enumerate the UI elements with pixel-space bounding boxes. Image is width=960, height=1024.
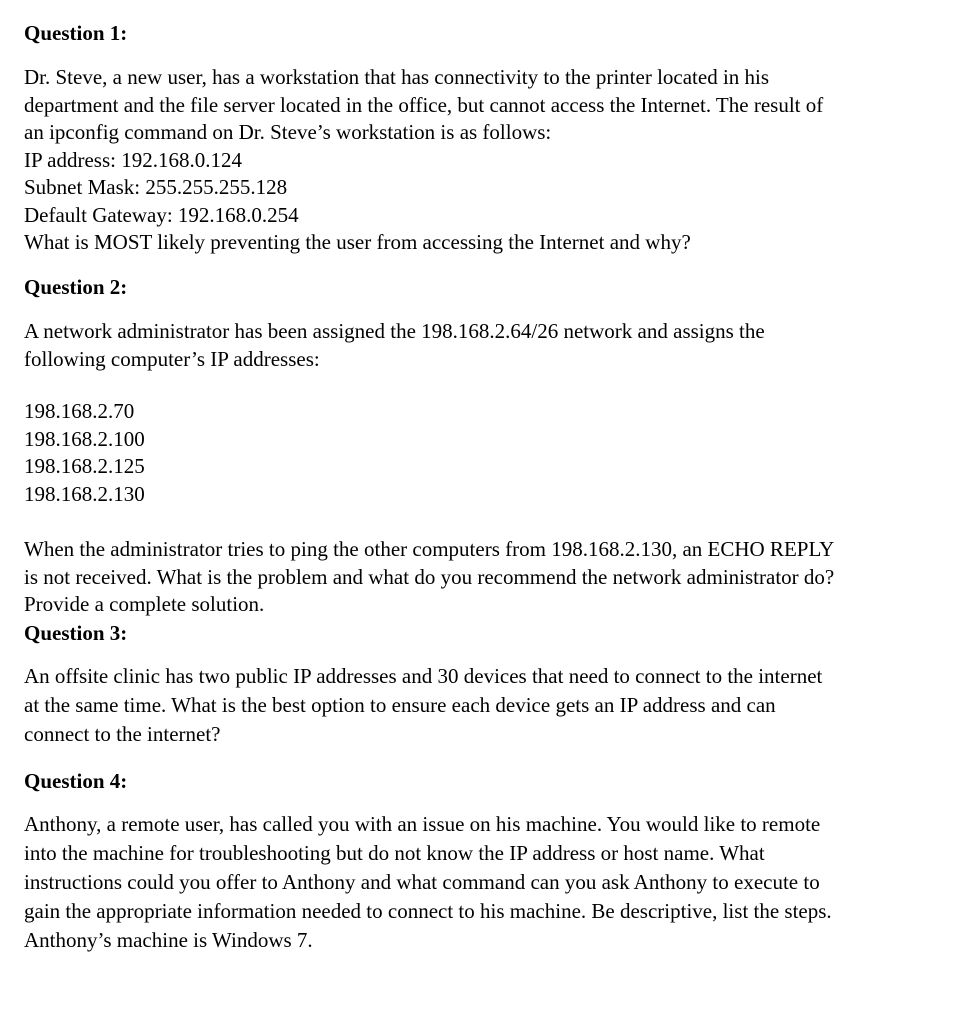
question-4-line: instructions could you offer to Anthony and what command can you ask Anthony to execute to — [24, 870, 820, 894]
question-2-line: A network administrator has been assigned the 198.168.2.64/26 network and assigns the — [24, 319, 765, 343]
question-3-line: at the same time. What is the best option to ensure each device gets an IP address and can — [24, 693, 776, 717]
question-4-line: Anthony, a remote user, has called you with an issue on his machine. You would like to remote — [24, 812, 821, 836]
ip-address-item: 198.168.2.130 — [24, 481, 145, 506]
question-4-line: Anthony’s machine is Windows 7. — [24, 928, 313, 952]
question-1-line: Dr. Steve, a new user, has a workstation that has connectivity to the printer located in his — [24, 65, 770, 89]
question-4-line: into the machine for troubleshooting but do not know the IP address or host name. What — [24, 841, 765, 865]
subnet-mask-line: Subnet Mask: 255.255.255.128 — [24, 175, 288, 199]
ip-address-list — [24, 398, 949, 508]
question-3-line: An offsite clinic has two public IP addresses and 30 devices that need to connect to the internet — [24, 664, 823, 688]
question-2-intro — [24, 318, 949, 373]
question-3-body — [24, 663, 949, 750]
ip-address-item: 198.168.2.100 — [24, 426, 145, 451]
default-gateway-line: Default Gateway: 192.168.0.254 — [24, 202, 299, 227]
question-2-outro — [24, 536, 949, 619]
question-4-line: gain the appropriate information needed to connect to his machine. Be descriptive, list the steps. — [24, 899, 832, 923]
question-4-body — [24, 811, 949, 956]
ip-address-item: 198.168.2.125 — [24, 454, 145, 478]
question-3-line: connect to the internet? — [24, 722, 221, 746]
question-2-line: is not received. What is the problem and what do you recommend the network administrator do? — [24, 564, 835, 589]
question-3-heading: Question 3: — [24, 621, 128, 645]
question-1-body — [24, 64, 949, 257]
question-1-prompt: What is MOST likely preventing the user from accessing the Internet and why? — [24, 230, 691, 254]
ip-address-line: IP address: 192.168.0.124 — [24, 147, 242, 172]
question-2-line: following computer’s IP addresses: — [24, 346, 320, 371]
question-4-heading: Question 4: — [24, 769, 128, 793]
ip-address-item: 198.168.2.70 — [24, 399, 135, 423]
question-1-heading: Question 1: — [24, 21, 128, 45]
question-2-line: When the administrator tries to ping the other computers from 198.168.2.130, an ECHO REPLY — [24, 537, 835, 561]
question-2-line: Provide a complete solution. — [24, 592, 265, 616]
question-2-heading: Question 2: — [24, 275, 128, 299]
question-1-line: an ipconfig command on Dr. Steve’s workstation is as follows: — [24, 120, 552, 144]
question-1-line: department and the file server located in the office, but cannot access the Internet. The result of — [24, 92, 824, 117]
